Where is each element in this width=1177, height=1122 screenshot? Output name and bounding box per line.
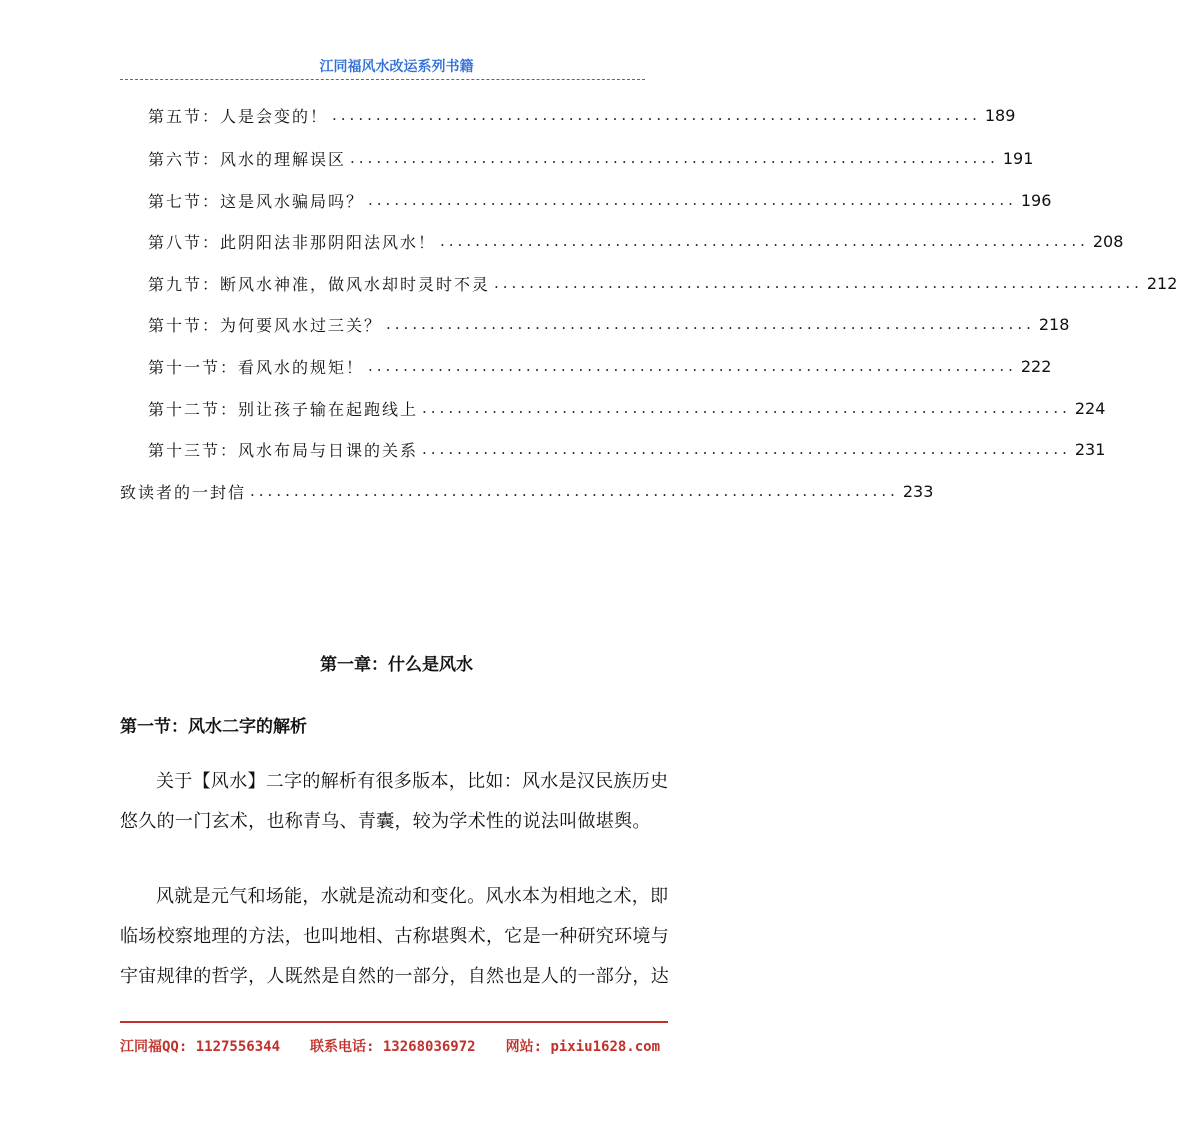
toc-leader-dots: .......................................................................... [350,149,999,167]
header-divider [120,79,645,80]
toc-entry[interactable] [148,100,1016,130]
toc-entry-title: 第七节：这是风水骗局吗？ [148,191,365,211]
toc-entry-page: 189 [984,105,1016,125]
toc-entry-page: 218 [1038,314,1070,334]
toc-entry-page: 196 [1020,190,1052,210]
toc-entry[interactable] [148,185,1052,215]
toc-entry-title: 第五节：人是会变的！ [148,106,329,126]
toc-entry[interactable] [148,143,1034,173]
toc-entry-title: 第十二节：别让孩子输在起跑线上 [148,399,419,419]
paragraph-line: 悠久的一门玄术，也称青乌、青囊，较为学术性的说法叫做堪舆。 [120,811,651,832]
toc-leader-dots: .......................................................................... [386,315,1035,333]
toc-entry-title: 第十三节：风水布局与日课的关系 [148,440,419,460]
toc-entry-title: 第八节：此阴阳法非那阴阳法风水！ [148,232,437,252]
body-paragraph [120,762,680,842]
toc-entry-title: 第十节：为何要风水过三关？ [148,315,383,335]
toc-entry[interactable] [120,476,934,506]
toc-leader-dots: .......................................................................... [422,399,1071,417]
footer-qq: 江同福QQ: 1127556344 [120,1039,281,1055]
toc-leader-dots: .......................................................................... [422,440,1071,458]
toc-leader-dots: .......................................................................... [368,357,1017,375]
paragraph-line: 宇宙规律的哲学，人既然是自然的一部分，自然也是人的一部分，达 [120,966,669,987]
toc-entry-page: 212 [1146,273,1177,293]
toc-entry-title: 致读者的一封信 [120,482,247,502]
footer [120,1036,680,1056]
footer-website-link[interactable]: 网站: pixiu1628.com [505,1039,661,1055]
toc-leader-dots: .......................................................................... [440,232,1089,250]
toc-entry-page: 191 [1002,148,1034,168]
footer-divider [120,1021,668,1023]
paragraph-line: 风就是元气和场能，水就是流动和变化。风水本为相地之术，即 [156,886,669,907]
toc-entry-page: 224 [1074,398,1106,418]
toc-entry-page: 233 [902,481,934,501]
toc-entry-page: 231 [1074,439,1106,459]
toc-entry[interactable] [148,226,1124,256]
paragraph-line: 临场校察地理的方法，也叫地相、古称堪舆术，它是一种研究环境与 [120,926,669,947]
toc-entry-title: 第九节：断风水神准，做风水却时灵时不灵 [148,274,491,294]
toc-entry[interactable] [148,351,1052,381]
toc-leader-dots: .......................................................................... [250,482,899,500]
toc-entry-title: 第六节：风水的理解误区 [148,149,347,169]
body-paragraph [120,877,680,997]
section-title: 第一节：风水二字的解析 [120,717,307,737]
header-title: 江同福风水改运系列书籍 [319,59,474,75]
toc-entry[interactable] [148,268,1177,298]
paragraph-line: 关于【风水】二字的解析有很多版本，比如：风水是汉民族历史 [156,771,669,792]
toc-entry[interactable] [148,434,1106,464]
toc-entry[interactable] [148,393,1106,423]
toc-entry-page: 208 [1092,231,1124,251]
toc-leader-dots: .......................................................................... [332,106,981,124]
toc-entry[interactable] [148,309,1070,339]
footer-phone: 联系电话: 13268036972 [310,1039,476,1055]
toc-leader-dots: .......................................................................... [494,274,1143,292]
toc-leader-dots: .......................................................................... [368,191,1017,209]
toc-entry-title: 第十一节：看风水的规矩！ [148,357,365,377]
toc-entry-page: 222 [1020,356,1052,376]
chapter-title: 第一章：什么是风水 [320,655,473,675]
